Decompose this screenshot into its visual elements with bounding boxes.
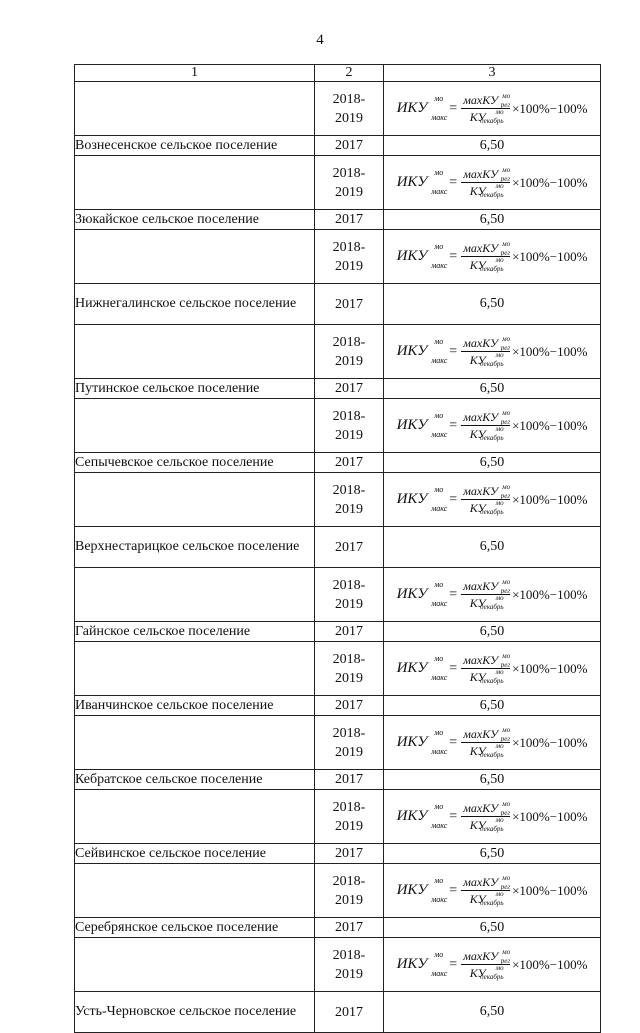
formula-num-sup: мо xyxy=(502,726,511,734)
settlement-name-cell: Сепычевское сельское поселение xyxy=(75,453,315,473)
formula-lhs-sup: мо xyxy=(434,950,444,959)
tariff-index-table xyxy=(74,64,601,1033)
formula-num-sup: мо xyxy=(502,240,511,248)
formula-tail: ×100%−100% xyxy=(512,248,588,264)
index-formula xyxy=(384,579,600,610)
formula-den-sup: мо xyxy=(495,499,504,507)
settlement-name-cell xyxy=(75,642,315,696)
table-row-value xyxy=(75,527,601,568)
index-value-cell: 6,50 xyxy=(384,622,601,642)
formula-tail: ×100%−100% xyxy=(512,586,588,602)
formula-equals: = xyxy=(449,956,458,972)
index-value-cell: 6,50 xyxy=(384,918,601,938)
formula-equals: = xyxy=(449,417,458,433)
formula-numerator: махКУ xyxy=(463,410,499,424)
formula-equals: = xyxy=(449,343,458,359)
formula-num-sub: рег xyxy=(500,344,511,352)
table-row-formula xyxy=(75,864,601,918)
formula-lhs-sup: мо xyxy=(434,94,444,103)
formula-fraction xyxy=(461,336,510,367)
formula-lhs: ИКУ xyxy=(396,248,428,264)
table-row-formula xyxy=(75,716,601,770)
formula-cell xyxy=(384,790,601,844)
formula-denominator: КУ xyxy=(469,501,486,515)
table-row-value xyxy=(75,453,601,473)
settlement-name-cell: Кебратское сельское поселение xyxy=(75,770,315,790)
year-cell: 2017 xyxy=(315,136,384,156)
formula-lhs-sub: макс xyxy=(431,969,448,978)
table-row-formula xyxy=(75,399,601,453)
formula-den-sup: мо xyxy=(495,742,504,750)
formula-num-sub: рег xyxy=(500,883,511,891)
formula-den-sup: мо xyxy=(495,182,504,190)
formula-lhs-sub: макс xyxy=(431,747,448,756)
formula-num-sub: рег xyxy=(500,492,511,500)
formula-lhs: ИКУ xyxy=(396,734,428,750)
formula-lhs-sub: макс xyxy=(431,599,448,608)
year-cell: 2017 xyxy=(315,770,384,790)
formula-lhs-sup: мо xyxy=(434,802,444,811)
table-row-formula xyxy=(75,790,601,844)
year-cell: 2018- 2019 xyxy=(315,82,384,136)
formula-lhs-sup: мо xyxy=(434,168,444,177)
formula-cell xyxy=(384,230,601,284)
table-row-value xyxy=(75,844,601,864)
settlement-name-cell: Гайнское сельское поселение xyxy=(75,622,315,642)
settlement-name-cell xyxy=(75,568,315,622)
index-formula xyxy=(384,484,600,515)
formula-numerator: махКУ xyxy=(463,484,499,498)
formula-numerator: махКУ xyxy=(463,949,499,963)
table-row-formula xyxy=(75,156,601,210)
formula-tail: ×100%−100% xyxy=(512,734,588,750)
table-row-formula xyxy=(75,938,601,992)
table-row-formula xyxy=(75,568,601,622)
year-cell: 2017 xyxy=(315,918,384,938)
year-cell: 2018- 2019 xyxy=(315,473,384,527)
formula-numerator: махКУ xyxy=(463,241,499,255)
formula-den-sup: мо xyxy=(495,108,504,116)
formula-num-sup: мо xyxy=(502,92,511,100)
index-formula xyxy=(384,949,600,980)
year-cell: 2018- 2019 xyxy=(315,325,384,379)
settlement-name-cell xyxy=(75,230,315,284)
formula-num-sub: рег xyxy=(500,175,511,183)
index-formula xyxy=(384,167,600,198)
table-row-formula xyxy=(75,230,601,284)
formula-equals: = xyxy=(449,808,458,824)
formula-cell xyxy=(384,82,601,136)
formula-equals: = xyxy=(449,174,458,190)
year-cell: 2017 xyxy=(315,210,384,230)
table-row-value xyxy=(75,770,601,790)
formula-fraction xyxy=(461,93,510,124)
formula-lhs-sub: макс xyxy=(431,430,448,439)
formula-num-sub: рег xyxy=(500,101,511,109)
formula-num-sup: мо xyxy=(502,652,511,660)
index-value-cell: 6,50 xyxy=(384,453,601,473)
table-row-formula xyxy=(75,642,601,696)
formula-cell xyxy=(384,568,601,622)
table-row-value xyxy=(75,379,601,399)
formula-cell xyxy=(384,156,601,210)
formula-tail: ×100%−100% xyxy=(512,417,588,433)
formula-cell xyxy=(384,325,601,379)
formula-denominator: КУ xyxy=(469,184,486,198)
year-cell: 2018- 2019 xyxy=(315,938,384,992)
formula-lhs-sup: мо xyxy=(434,876,444,885)
index-formula xyxy=(384,875,600,906)
formula-denominator: КУ xyxy=(469,670,486,684)
table-row-value xyxy=(75,136,601,156)
formula-tail: ×100%−100% xyxy=(512,956,588,972)
formula-lhs-sub: макс xyxy=(431,113,448,122)
year-cell: 2018- 2019 xyxy=(315,230,384,284)
formula-lhs: ИКУ xyxy=(396,174,428,190)
index-formula xyxy=(384,93,600,124)
settlement-name-cell: Путинское сельское поселение xyxy=(75,379,315,399)
formula-equals: = xyxy=(449,734,458,750)
column-header-1: 1 xyxy=(75,65,315,82)
formula-lhs: ИКУ xyxy=(396,808,428,824)
settlement-name-cell: Зюкайское сельское поселение xyxy=(75,210,315,230)
formula-denominator: КУ xyxy=(469,892,486,906)
table-row-formula xyxy=(75,473,601,527)
index-value-cell: 6,50 xyxy=(384,696,601,716)
formula-tail: ×100%−100% xyxy=(512,808,588,824)
year-cell: 2017 xyxy=(315,844,384,864)
formula-den-sup: мо xyxy=(495,256,504,264)
formula-lhs-sub: макс xyxy=(431,261,448,270)
formula-num-sup: мо xyxy=(502,409,511,417)
formula-equals: = xyxy=(449,100,458,116)
formula-numerator: махКУ xyxy=(463,167,499,181)
formula-lhs-sup: мо xyxy=(434,728,444,737)
formula-tail: ×100%−100% xyxy=(512,882,588,898)
formula-num-sub: рег xyxy=(500,809,511,817)
settlement-name-cell xyxy=(75,938,315,992)
index-value-cell: 6,50 xyxy=(384,770,601,790)
table-row-formula xyxy=(75,82,601,136)
settlement-name-cell: Иванчинское сельское поселение xyxy=(75,696,315,716)
formula-den-sub: декабрь xyxy=(480,360,504,368)
settlement-name-cell: Сейвинское сельское поселение xyxy=(75,844,315,864)
formula-tail: ×100%−100% xyxy=(512,491,588,507)
index-formula xyxy=(384,727,600,758)
formula-lhs: ИКУ xyxy=(396,660,428,676)
formula-lhs: ИКУ xyxy=(396,586,428,602)
settlement-name-cell xyxy=(75,156,315,210)
settlement-name-cell: Верхнестарицкое сельское поселение xyxy=(75,527,315,568)
formula-num-sub: рег xyxy=(500,587,511,595)
formula-num-sub: рег xyxy=(500,661,511,669)
formula-denominator: КУ xyxy=(469,427,486,441)
formula-equals: = xyxy=(449,660,458,676)
year-cell: 2018- 2019 xyxy=(315,790,384,844)
formula-den-sub: декабрь xyxy=(480,825,504,833)
formula-cell xyxy=(384,399,601,453)
index-value-cell: 6,50 xyxy=(384,210,601,230)
formula-fraction xyxy=(461,241,510,272)
formula-lhs-sup: мо xyxy=(434,411,444,420)
formula-den-sub: декабрь xyxy=(480,899,504,907)
formula-tail: ×100%−100% xyxy=(512,343,588,359)
table-row-value xyxy=(75,210,601,230)
formula-denominator: КУ xyxy=(469,596,486,610)
settlement-name-cell: Усть-Черновское сельское поселение xyxy=(75,992,315,1033)
formula-den-sup: мо xyxy=(495,890,504,898)
formula-lhs-sub: макс xyxy=(431,673,448,682)
formula-lhs: ИКУ xyxy=(396,491,428,507)
table-row-value xyxy=(75,696,601,716)
settlement-name-cell xyxy=(75,790,315,844)
formula-lhs-sup: мо xyxy=(434,337,444,346)
year-cell: 2017 xyxy=(315,696,384,716)
formula-num-sub: рег xyxy=(500,735,511,743)
formula-fraction xyxy=(461,949,510,980)
year-cell: 2018- 2019 xyxy=(315,716,384,770)
formula-lhs: ИКУ xyxy=(396,100,428,116)
settlement-name-cell: Нижнегалинское сельское поселение xyxy=(75,284,315,325)
settlement-name-cell xyxy=(75,82,315,136)
formula-lhs: ИКУ xyxy=(396,343,428,359)
formula-equals: = xyxy=(449,586,458,602)
formula-num-sup: мо xyxy=(502,874,511,882)
formula-num-sup: мо xyxy=(502,335,511,343)
formula-den-sup: мо xyxy=(495,594,504,602)
formula-den-sub: декабрь xyxy=(480,973,504,981)
formula-equals: = xyxy=(449,248,458,264)
formula-fraction xyxy=(461,801,510,832)
index-value-cell: 6,50 xyxy=(384,844,601,864)
page-number: 4 xyxy=(316,32,324,48)
year-cell: 2017 xyxy=(315,527,384,568)
formula-denominator: КУ xyxy=(469,258,486,272)
formula-equals: = xyxy=(449,882,458,898)
formula-den-sub: декабрь xyxy=(480,191,504,199)
formula-tail: ×100%−100% xyxy=(512,174,588,190)
settlement-name-cell xyxy=(75,864,315,918)
formula-den-sub: декабрь xyxy=(480,603,504,611)
index-value-cell: 6,50 xyxy=(384,379,601,399)
index-formula xyxy=(384,801,600,832)
table-row-value xyxy=(75,622,601,642)
year-cell: 2017 xyxy=(315,992,384,1033)
year-cell: 2017 xyxy=(315,453,384,473)
index-formula xyxy=(384,241,600,272)
formula-den-sup: мо xyxy=(495,816,504,824)
formula-den-sub: декабрь xyxy=(480,265,504,273)
formula-denominator: КУ xyxy=(469,818,486,832)
formula-equals: = xyxy=(449,491,458,507)
formula-den-sup: мо xyxy=(495,425,504,433)
formula-num-sub: рег xyxy=(500,418,511,426)
formula-lhs-sup: мо xyxy=(434,654,444,663)
index-value-cell: 6,50 xyxy=(384,992,601,1033)
table-row-value xyxy=(75,918,601,938)
formula-fraction xyxy=(461,727,510,758)
year-cell: 2017 xyxy=(315,622,384,642)
index-formula xyxy=(384,410,600,441)
formula-fraction xyxy=(461,579,510,610)
formula-den-sup: мо xyxy=(495,351,504,359)
formula-den-sub: декабрь xyxy=(480,434,504,442)
formula-denominator: КУ xyxy=(469,966,486,980)
settlement-name-cell xyxy=(75,325,315,379)
formula-numerator: махКУ xyxy=(463,93,499,107)
table-header-row xyxy=(75,65,601,82)
formula-numerator: махКУ xyxy=(463,653,499,667)
formula-lhs-sub: макс xyxy=(431,356,448,365)
formula-den-sub: декабрь xyxy=(480,677,504,685)
index-value-cell: 6,50 xyxy=(384,284,601,325)
formula-tail: ×100%−100% xyxy=(512,100,588,116)
formula-lhs-sup: мо xyxy=(434,580,444,589)
formula-cell xyxy=(384,716,601,770)
settlement-name-cell xyxy=(75,399,315,453)
year-cell: 2018- 2019 xyxy=(315,568,384,622)
settlement-name-cell xyxy=(75,716,315,770)
index-value-cell: 6,50 xyxy=(384,136,601,156)
formula-num-sup: мо xyxy=(502,578,511,586)
formula-lhs: ИКУ xyxy=(396,882,428,898)
formula-numerator: махКУ xyxy=(463,579,499,593)
year-cell: 2018- 2019 xyxy=(315,399,384,453)
formula-numerator: махКУ xyxy=(463,801,499,815)
formula-cell xyxy=(384,938,601,992)
formula-num-sup: мо xyxy=(502,166,511,174)
settlement-name-cell: Вознесенское сельское поселение xyxy=(75,136,315,156)
settlement-name-cell xyxy=(75,473,315,527)
formula-fraction xyxy=(461,167,510,198)
year-cell: 2017 xyxy=(315,284,384,325)
formula-fraction xyxy=(461,653,510,684)
formula-fraction xyxy=(461,410,510,441)
column-header-3: 3 xyxy=(384,65,601,82)
formula-denominator: КУ xyxy=(469,110,486,124)
formula-num-sup: мо xyxy=(502,800,511,808)
formula-num-sub: рег xyxy=(500,249,511,257)
formula-tail: ×100%−100% xyxy=(512,660,588,676)
settlement-name-cell: Серебрянское сельское поселение xyxy=(75,918,315,938)
year-cell: 2018- 2019 xyxy=(315,642,384,696)
index-formula xyxy=(384,653,600,684)
year-cell: 2018- 2019 xyxy=(315,156,384,210)
formula-numerator: махКУ xyxy=(463,727,499,741)
formula-cell xyxy=(384,642,601,696)
formula-denominator: КУ xyxy=(469,353,486,367)
formula-numerator: махКУ xyxy=(463,336,499,350)
year-cell: 2017 xyxy=(315,379,384,399)
column-header-2: 2 xyxy=(315,65,384,82)
formula-cell xyxy=(384,473,601,527)
formula-lhs-sub: макс xyxy=(431,895,448,904)
formula-lhs-sub: макс xyxy=(431,821,448,830)
formula-den-sup: мо xyxy=(495,964,504,972)
table-row-value xyxy=(75,284,601,325)
formula-fraction xyxy=(461,484,510,515)
formula-lhs-sub: макс xyxy=(431,504,448,513)
formula-den-sup: мо xyxy=(495,668,504,676)
formula-fraction xyxy=(461,875,510,906)
formula-lhs-sub: макс xyxy=(431,187,448,196)
index-value-cell: 6,50 xyxy=(384,527,601,568)
year-cell: 2018- 2019 xyxy=(315,864,384,918)
formula-lhs: ИКУ xyxy=(396,956,428,972)
formula-lhs: ИКУ xyxy=(396,417,428,433)
table-row-formula xyxy=(75,325,601,379)
formula-lhs-sup: мо xyxy=(434,485,444,494)
formula-cell xyxy=(384,864,601,918)
formula-denominator: КУ xyxy=(469,744,486,758)
formula-num-sup: мо xyxy=(502,948,511,956)
formula-num-sub: рег xyxy=(500,957,511,965)
formula-num-sup: мо xyxy=(502,483,511,491)
table-row-value xyxy=(75,992,601,1033)
formula-den-sub: декабрь xyxy=(480,117,504,125)
formula-den-sub: декабрь xyxy=(480,751,504,759)
index-formula xyxy=(384,336,600,367)
formula-den-sub: декабрь xyxy=(480,508,504,516)
formula-numerator: махКУ xyxy=(463,875,499,889)
formula-lhs-sup: мо xyxy=(434,242,444,251)
